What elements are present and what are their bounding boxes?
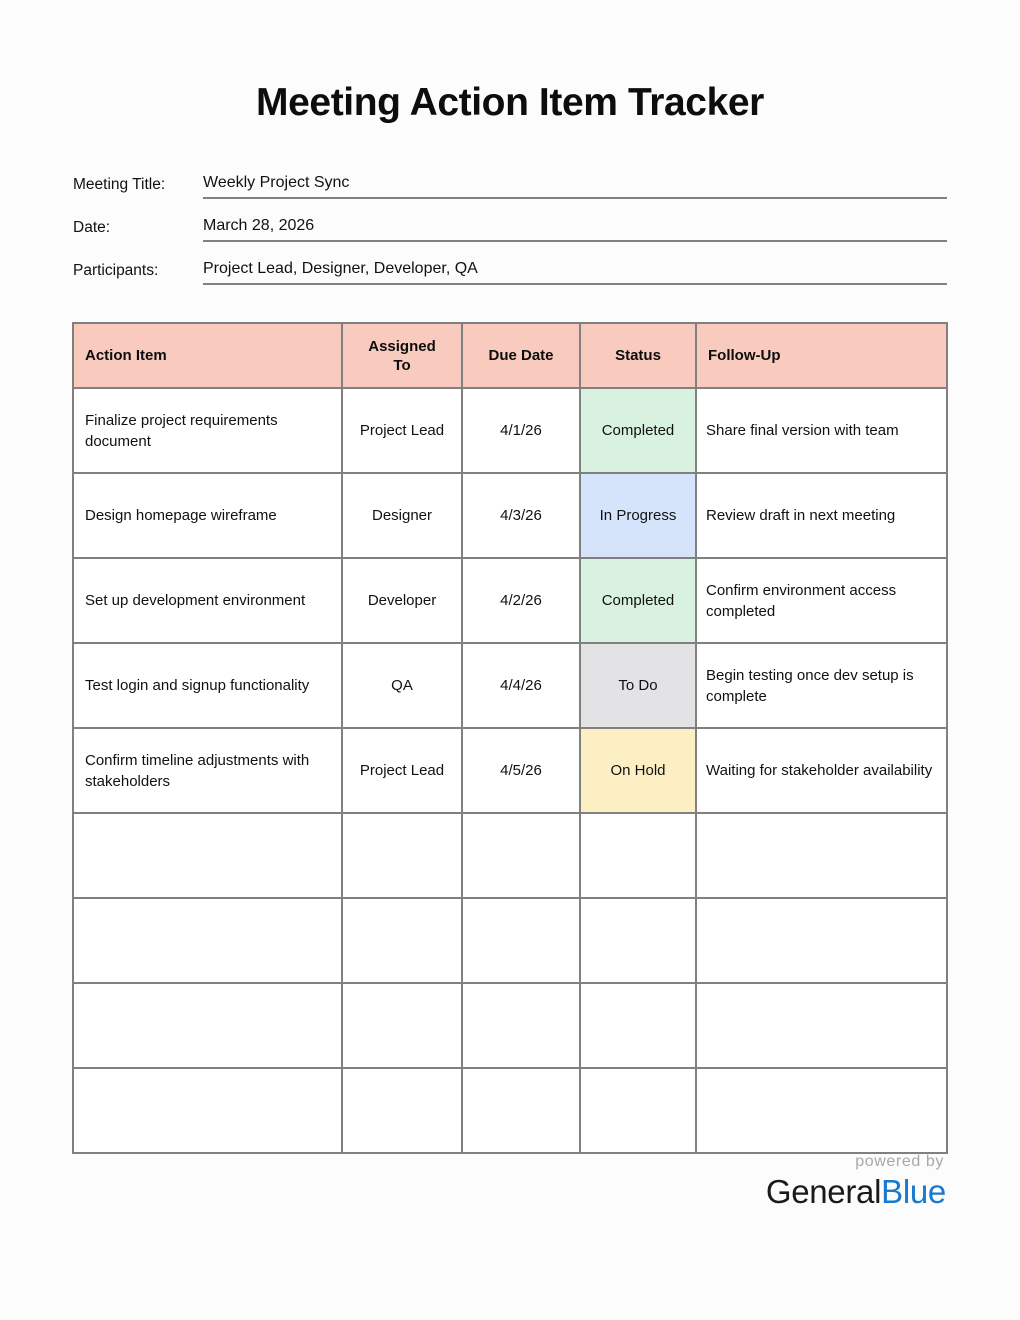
due-date-cell[interactable] bbox=[462, 1068, 580, 1153]
column-header-status bbox=[580, 323, 696, 388]
table-row bbox=[73, 388, 947, 473]
action-item-cell-text bbox=[74, 1015, 341, 1036]
action-item-cell-text: Set up development environment bbox=[85, 592, 306, 609]
assigned-to-cell-text bbox=[343, 845, 461, 866]
table-row bbox=[73, 983, 947, 1068]
due-date-cell[interactable] bbox=[462, 813, 580, 898]
meeting-title-field-row bbox=[73, 172, 947, 215]
follow-up-cell[interactable] bbox=[696, 983, 947, 1068]
status-cell[interactable] bbox=[580, 1068, 696, 1153]
assigned-to-cell[interactable] bbox=[342, 898, 462, 983]
action-item-cell-text: Test login and signup functionality bbox=[85, 677, 310, 694]
meeting-metadata bbox=[73, 172, 947, 301]
date-label: Date: bbox=[73, 219, 111, 236]
brand-name-blue: Blue bbox=[881, 1173, 946, 1210]
assigned-to-cell-text: Project Lead bbox=[359, 422, 445, 439]
column-header-action-item-label: Action Item bbox=[85, 347, 167, 364]
assigned-to-cell[interactable] bbox=[342, 1068, 462, 1153]
due-date-cell[interactable] bbox=[462, 558, 580, 643]
action-item-cell[interactable] bbox=[73, 983, 342, 1068]
follow-up-cell[interactable] bbox=[696, 643, 947, 728]
action-item-cell-text: Finalize project requirements document bbox=[85, 411, 278, 450]
status-cell-text: To Do bbox=[618, 677, 658, 694]
assigned-to-cell-text: Developer bbox=[367, 592, 437, 609]
follow-up-cell-text bbox=[697, 845, 946, 866]
assigned-to-cell-text: QA bbox=[391, 677, 413, 694]
brand-name-general: General bbox=[765, 1173, 882, 1210]
assigned-to-cell-text bbox=[343, 930, 461, 951]
due-date-cell[interactable] bbox=[462, 473, 580, 558]
status-cell-text: In Progress bbox=[599, 507, 677, 524]
follow-up-cell[interactable] bbox=[696, 728, 947, 813]
due-date-cell-text bbox=[463, 1015, 579, 1036]
table-row bbox=[73, 728, 947, 813]
action-item-cell[interactable] bbox=[73, 643, 342, 728]
action-item-cell-text bbox=[74, 930, 341, 951]
table-row bbox=[73, 1068, 947, 1153]
status-cell[interactable] bbox=[580, 983, 696, 1068]
follow-up-cell-text: Confirm environment access completed bbox=[706, 581, 897, 620]
column-header-action-item bbox=[73, 323, 342, 388]
table-row bbox=[73, 473, 947, 558]
table-row bbox=[73, 813, 947, 898]
assigned-to-cell-text: Project Lead bbox=[359, 762, 445, 779]
status-cell-text bbox=[581, 930, 695, 951]
assigned-to-cell[interactable] bbox=[342, 983, 462, 1068]
assigned-to-cell-text bbox=[343, 1100, 461, 1121]
follow-up-cell[interactable] bbox=[696, 473, 947, 558]
follow-up-cell[interactable] bbox=[696, 1068, 947, 1153]
due-date-cell[interactable] bbox=[462, 643, 580, 728]
date-value: March 28, 2026 bbox=[203, 217, 315, 234]
status-cell-text: Completed bbox=[601, 422, 675, 439]
due-date-cell[interactable] bbox=[462, 898, 580, 983]
due-date-cell[interactable] bbox=[462, 983, 580, 1068]
column-header-assigned-to bbox=[342, 323, 462, 388]
action-item-cell-text: Design homepage wireframe bbox=[85, 507, 277, 524]
due-date-cell-text: 4/1/26 bbox=[500, 422, 542, 439]
column-header-assigned-to-line1: Assigned bbox=[368, 337, 436, 355]
participants-field-row bbox=[73, 258, 947, 301]
column-header-follow-up bbox=[696, 323, 947, 388]
generalblue-logo bbox=[766, 1172, 946, 1211]
table-header bbox=[73, 323, 947, 388]
follow-up-cell-text bbox=[697, 930, 946, 951]
follow-up-cell[interactable] bbox=[696, 558, 947, 643]
due-date-cell-text: 4/3/26 bbox=[500, 507, 542, 524]
status-cell[interactable] bbox=[580, 813, 696, 898]
column-header-assigned-to-line2: To bbox=[393, 356, 411, 374]
page-title: Meeting Action Item Tracker bbox=[256, 81, 764, 124]
follow-up-cell[interactable] bbox=[696, 388, 947, 473]
assigned-to-cell[interactable] bbox=[342, 558, 462, 643]
powered-by-label: powered by bbox=[855, 1153, 944, 1170]
action-item-cell-text bbox=[74, 1100, 341, 1121]
action-item-cell[interactable] bbox=[73, 1068, 342, 1153]
column-header-status-label: Status bbox=[615, 347, 661, 364]
column-header-due-date-label: Due Date bbox=[488, 347, 554, 364]
table-row bbox=[73, 558, 947, 643]
meeting-title-value: Weekly Project Sync bbox=[203, 174, 350, 191]
action-item-cell[interactable] bbox=[73, 473, 342, 558]
action-item-cell[interactable] bbox=[73, 813, 342, 898]
column-header-assigned-to-label bbox=[343, 337, 461, 375]
status-cell-text bbox=[581, 845, 695, 866]
follow-up-cell[interactable] bbox=[696, 898, 947, 983]
follow-up-cell-text: Review draft in next meeting bbox=[706, 507, 896, 524]
follow-up-cell-text: Begin testing once dev setup is complete bbox=[706, 666, 914, 705]
status-cell[interactable] bbox=[580, 388, 696, 473]
due-date-cell-text: 4/4/26 bbox=[500, 677, 542, 694]
status-cell[interactable] bbox=[580, 643, 696, 728]
column-header-due-date bbox=[462, 323, 580, 388]
follow-up-cell[interactable] bbox=[696, 813, 947, 898]
status-cell[interactable] bbox=[580, 728, 696, 813]
follow-up-cell-text: Waiting for stakeholder availability bbox=[706, 762, 933, 779]
assigned-to-cell[interactable] bbox=[342, 473, 462, 558]
assigned-to-cell[interactable] bbox=[342, 643, 462, 728]
action-item-cell[interactable] bbox=[73, 898, 342, 983]
action-item-cell[interactable] bbox=[73, 728, 342, 813]
participants-value: Project Lead, Designer, Developer, QA bbox=[203, 260, 478, 277]
table-row bbox=[73, 898, 947, 983]
assigned-to-cell[interactable] bbox=[342, 813, 462, 898]
table-row bbox=[73, 643, 947, 728]
meeting-title-input[interactable] bbox=[203, 172, 947, 199]
action-item-cell[interactable] bbox=[73, 388, 342, 473]
assigned-to-cell-text bbox=[343, 1015, 461, 1036]
due-date-cell[interactable] bbox=[462, 728, 580, 813]
due-date-cell-text bbox=[463, 930, 579, 951]
due-date-cell-text bbox=[463, 1100, 579, 1121]
action-item-cell[interactable] bbox=[73, 558, 342, 643]
assigned-to-cell[interactable] bbox=[342, 388, 462, 473]
date-input[interactable] bbox=[203, 215, 947, 242]
assigned-to-cell-text: Designer bbox=[371, 507, 433, 524]
follow-up-cell-text: Share final version with team bbox=[706, 422, 899, 439]
assigned-to-cell[interactable] bbox=[342, 728, 462, 813]
action-item-cell-text bbox=[74, 845, 341, 866]
follow-up-cell-text bbox=[697, 1015, 946, 1036]
participants-label: Participants: bbox=[73, 262, 159, 279]
follow-up-cell-text bbox=[697, 1100, 946, 1121]
status-cell[interactable] bbox=[580, 473, 696, 558]
due-date-cell-text: 4/5/26 bbox=[500, 762, 542, 779]
status-cell[interactable] bbox=[580, 898, 696, 983]
participants-input[interactable] bbox=[203, 258, 947, 285]
due-date-cell[interactable] bbox=[462, 388, 580, 473]
due-date-cell-text bbox=[463, 845, 579, 866]
action-item-cell-text: Confirm timeline adjustments with stakeholders bbox=[85, 751, 310, 790]
status-cell-text bbox=[581, 1015, 695, 1036]
status-cell[interactable] bbox=[580, 558, 696, 643]
column-header-follow-up-label: Follow-Up bbox=[708, 347, 781, 364]
footer-branding bbox=[766, 1152, 946, 1211]
table-header-row bbox=[73, 323, 947, 388]
status-cell-text: On Hold bbox=[610, 762, 666, 779]
status-cell-text: Completed bbox=[601, 592, 675, 609]
action-item-table bbox=[72, 322, 948, 1154]
meeting-title-label: Meeting Title: bbox=[73, 176, 166, 193]
date-field-row bbox=[73, 215, 947, 258]
status-cell-text bbox=[581, 1100, 695, 1121]
due-date-cell-text: 4/2/26 bbox=[500, 592, 542, 609]
table-body bbox=[73, 388, 947, 1153]
